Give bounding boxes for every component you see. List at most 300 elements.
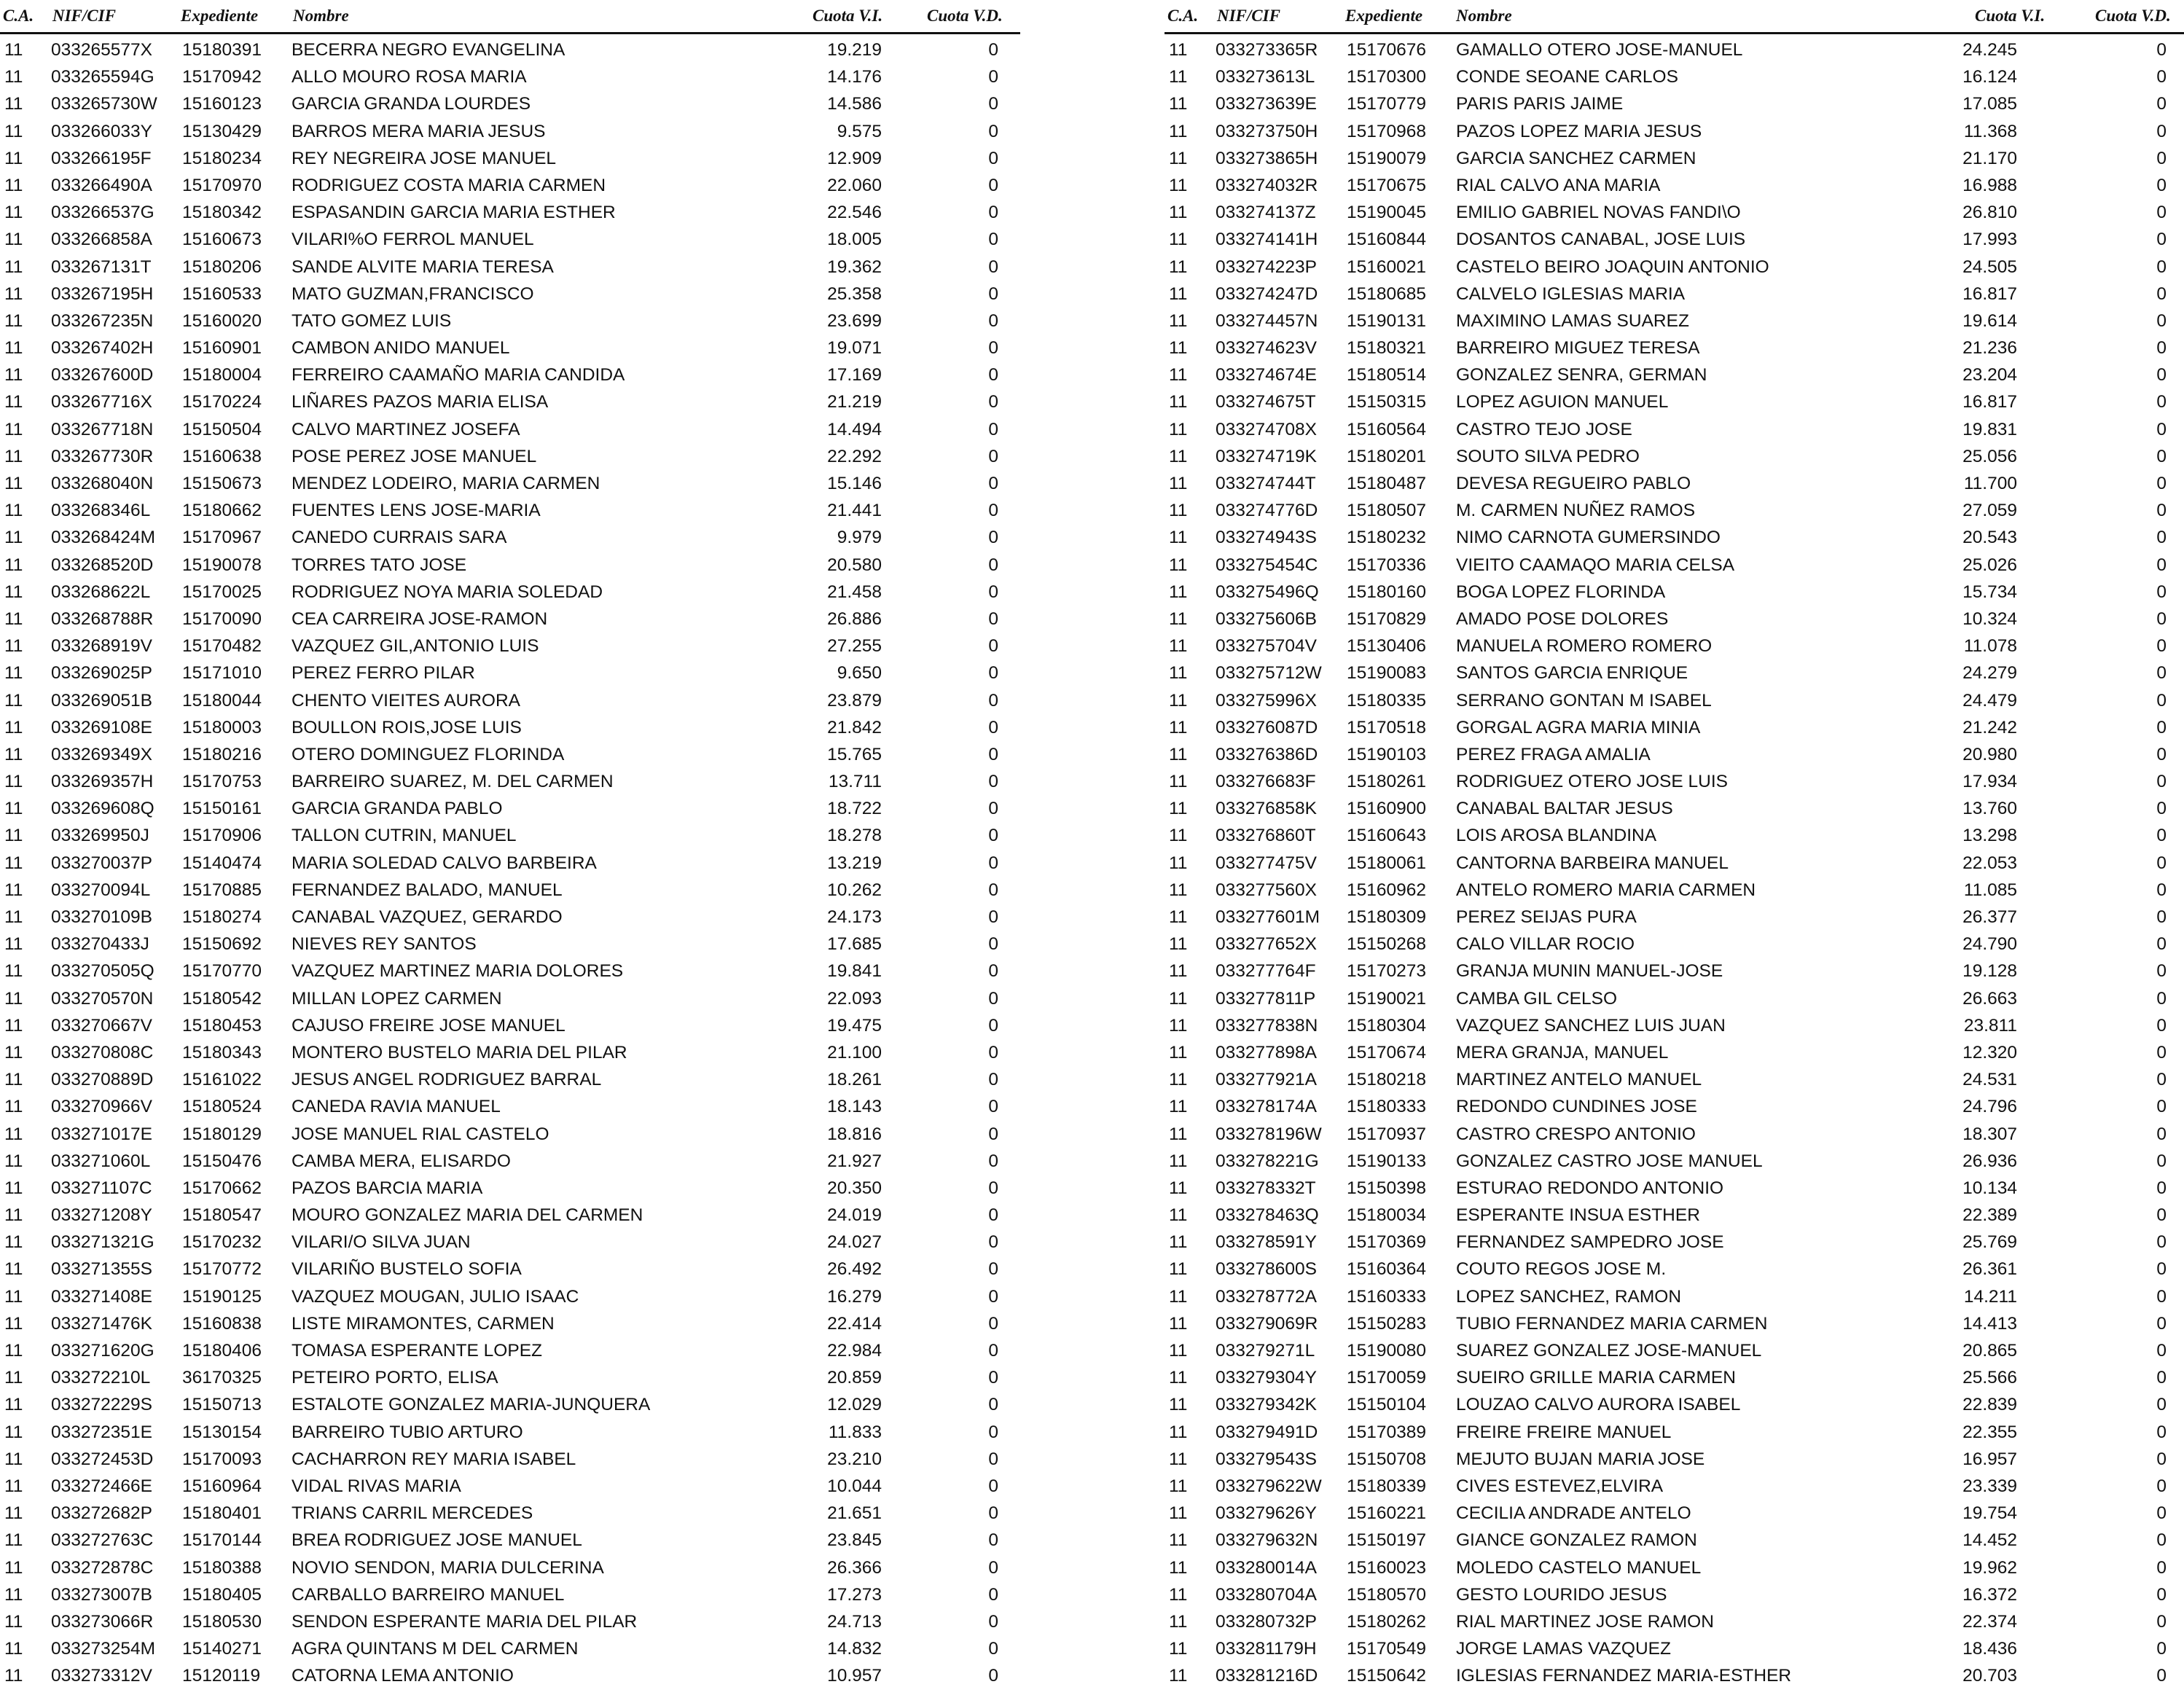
table-row bbox=[1165, 576, 2184, 603]
cell-nif: 033273613L bbox=[1216, 67, 1315, 87]
table-row bbox=[0, 386, 1020, 413]
cell-cuota-vi: 24.796 bbox=[1962, 1097, 2017, 1117]
cell-cuota-vi: 11.078 bbox=[1963, 636, 2017, 657]
cell-cuota-vi: 18.816 bbox=[827, 1124, 882, 1144]
cell-cuota-vd: 0 bbox=[2156, 1476, 2167, 1496]
cell-nombre: LISTE MIRAMONTES, CARMEN bbox=[291, 1313, 555, 1334]
cell-cuota-vi: 22.292 bbox=[827, 446, 882, 466]
cell-nombre: TRIANS CARRIL MERCEDES bbox=[291, 1503, 533, 1524]
cell-ca: 11 bbox=[1169, 1476, 1188, 1496]
cell-cuota-vd: 0 bbox=[988, 1503, 998, 1524]
cell-nif: 033279069R bbox=[1216, 1313, 1318, 1334]
cell-nif: 033277475V bbox=[1216, 853, 1317, 873]
cell-expediente: 15190021 bbox=[1347, 988, 1427, 1009]
cell-cuota-vd: 0 bbox=[988, 690, 998, 711]
cell-nombre: VAZQUEZ SANCHEZ LUIS JUAN bbox=[1456, 1015, 1726, 1036]
table-row bbox=[1165, 441, 2184, 468]
cell-cuota-vd: 0 bbox=[988, 826, 998, 846]
table-row bbox=[0, 1173, 1020, 1199]
cell-nif: 033270966V bbox=[51, 1097, 152, 1117]
cell-cuota-vd: 0 bbox=[2156, 257, 2167, 277]
cell-cuota-vd: 0 bbox=[988, 1151, 998, 1171]
cell-cuota-vd: 0 bbox=[2156, 1015, 2167, 1036]
cell-expediente: 15190078 bbox=[182, 555, 262, 575]
table-row bbox=[1165, 712, 2184, 739]
cell-nif: 033267402H bbox=[51, 338, 154, 359]
cell-expediente: 15160364 bbox=[1347, 1259, 1427, 1280]
cell-cuota-vi: 10.324 bbox=[1962, 608, 2017, 629]
cell-nombre: GESTO LOURIDO JESUS bbox=[1456, 1584, 1667, 1605]
table-row bbox=[1165, 1146, 2184, 1173]
cell-cuota-vi: 22.984 bbox=[827, 1341, 882, 1361]
cell-cuota-vd: 0 bbox=[2156, 1286, 2167, 1307]
cell-cuota-vi: 19.475 bbox=[827, 1015, 882, 1036]
cell-nombre: PARIS PARIS JAIME bbox=[1456, 94, 1624, 114]
cell-ca: 11 bbox=[1169, 1015, 1188, 1036]
cell-expediente: 15170674 bbox=[1347, 1042, 1427, 1062]
cell-expediente: 15180304 bbox=[1347, 1015, 1427, 1036]
table-row bbox=[0, 848, 1020, 874]
cell-expediente: 15130406 bbox=[1347, 636, 1427, 657]
cell-expediente: 15170336 bbox=[1347, 555, 1427, 575]
cell-cuota-vd: 0 bbox=[988, 1259, 998, 1280]
cell-nif: 033274719K bbox=[1216, 446, 1317, 466]
cell-cuota-vd: 0 bbox=[2156, 474, 2167, 493]
cell-cuota-vi: 24.479 bbox=[1962, 690, 2017, 711]
cell-expediente: 15180335 bbox=[1347, 690, 1427, 711]
table-row bbox=[0, 712, 1020, 739]
right-table-body bbox=[1165, 34, 2184, 1687]
cell-ca: 11 bbox=[1169, 934, 1188, 955]
cell-cuota-vi: 24.279 bbox=[1962, 663, 2017, 684]
cell-expediente: 15190103 bbox=[1347, 744, 1427, 764]
table-row bbox=[1165, 224, 2184, 251]
table-row bbox=[1165, 685, 2184, 712]
cell-nombre: MAXIMINO LAMAS SUAREZ bbox=[1456, 310, 1689, 331]
cell-cuota-vi: 13.219 bbox=[827, 853, 882, 873]
cell-nif: 033272763C bbox=[51, 1530, 154, 1551]
table-row bbox=[0, 603, 1020, 630]
cell-expediente: 15150161 bbox=[182, 799, 262, 819]
cell-cuota-vi: 16.124 bbox=[1962, 67, 2017, 87]
table-row bbox=[0, 1308, 1020, 1335]
cell-cuota-vd: 0 bbox=[988, 907, 998, 927]
cell-expediente: 15130429 bbox=[182, 121, 262, 141]
cell-nif: 033269025P bbox=[51, 663, 152, 684]
cell-cuota-vi: 17.273 bbox=[827, 1584, 882, 1605]
cell-nif: 033274137Z bbox=[1216, 203, 1316, 223]
cell-expediente: 15190131 bbox=[1347, 310, 1427, 331]
cell-nombre: CASTRO CRESPO ANTONIO bbox=[1456, 1124, 1696, 1144]
cell-nombre: CANEDO CURRAIS SARA bbox=[291, 528, 507, 548]
cell-nif: 033274457N bbox=[1216, 310, 1318, 331]
cell-cuota-vi: 24.531 bbox=[1962, 1070, 2017, 1090]
cell-cuota-vi: 18.278 bbox=[827, 826, 882, 846]
cell-cuota-vi: 24.505 bbox=[1962, 257, 2017, 277]
cell-nombre: RODRIGUEZ OTERO JOSE LUIS bbox=[1456, 772, 1728, 792]
cell-expediente: 15170829 bbox=[1347, 608, 1427, 629]
cell-expediente: 15150642 bbox=[1347, 1666, 1427, 1686]
right-table bbox=[1165, 0, 2184, 1686]
cell-cuota-vd: 0 bbox=[988, 528, 998, 548]
cell-nombre: MOURO GONZALEZ MARIA DEL CARMEN bbox=[291, 1205, 643, 1226]
cell-cuota-vi: 11.085 bbox=[1963, 880, 2017, 900]
cell-cuota-vd: 0 bbox=[2156, 690, 2167, 711]
cell-ca: 11 bbox=[1169, 1530, 1188, 1551]
cell-ca: 11 bbox=[1169, 203, 1188, 223]
cell-cuota-vd: 0 bbox=[2156, 636, 2167, 657]
cell-ca: 11 bbox=[1169, 230, 1188, 250]
cell-expediente: 15180034 bbox=[1347, 1205, 1427, 1226]
cell-nif: 033265730W bbox=[51, 94, 157, 114]
cell-expediente: 15170942 bbox=[182, 67, 262, 87]
cell-expediente: 15180003 bbox=[182, 717, 262, 737]
cell-expediente: 15180514 bbox=[1347, 365, 1427, 385]
table-row bbox=[0, 1119, 1020, 1146]
table-row bbox=[0, 116, 1020, 143]
cell-nombre: SUEIRO GRILLE MARIA CARMEN bbox=[1456, 1368, 1736, 1388]
cell-cuota-vi: 17.993 bbox=[1962, 230, 2017, 250]
cell-nif: 033276858K bbox=[1216, 799, 1317, 819]
cell-ca: 11 bbox=[4, 40, 23, 60]
cell-nif: 033273066R bbox=[51, 1611, 154, 1632]
cell-ca: 11 bbox=[1169, 744, 1188, 764]
cell-ca: 11 bbox=[4, 1503, 23, 1524]
cell-nombre: GONZALEZ CASTRO JOSE MANUEL bbox=[1456, 1151, 1763, 1171]
cell-cuota-vd: 0 bbox=[988, 310, 998, 331]
table-row bbox=[0, 170, 1020, 197]
cell-nombre: GAMALLO OTERO JOSE-MANUEL bbox=[1456, 40, 1743, 60]
cell-cuota-vi: 19.219 bbox=[827, 40, 882, 60]
cell-nif: 033280704A bbox=[1216, 1584, 1317, 1605]
cell-nombre: VIEITO CAAMAQO MARIA CELSA bbox=[1456, 555, 1735, 575]
table-row bbox=[0, 359, 1020, 386]
cell-ca: 11 bbox=[1169, 880, 1188, 900]
cell-nombre: CANABAL BALTAR JESUS bbox=[1456, 799, 1673, 819]
cell-cuota-vi: 16.279 bbox=[827, 1286, 882, 1307]
cell-ca: 11 bbox=[1169, 690, 1188, 711]
cell-nombre: CAJUSO FREIRE JOSE MANUEL bbox=[291, 1015, 565, 1036]
cell-cuota-vi: 22.060 bbox=[827, 175, 882, 195]
cell-nombre: SANDE ALVITE MARIA TERESA bbox=[291, 257, 554, 277]
cell-expediente: 15150268 bbox=[1347, 934, 1427, 955]
cell-nombre: LIÑARES PAZOS MARIA ELISA bbox=[291, 392, 549, 412]
cell-ca: 11 bbox=[4, 717, 23, 737]
cell-ca: 11 bbox=[4, 1259, 23, 1280]
cell-nif: 033276860T bbox=[1216, 826, 1316, 846]
table-row bbox=[1165, 1173, 2184, 1199]
cell-expediente: 15170970 bbox=[182, 175, 262, 195]
table-row bbox=[0, 1064, 1020, 1091]
cell-nif: 033278591Y bbox=[1216, 1232, 1317, 1253]
cell-ca: 11 bbox=[1169, 310, 1188, 331]
cell-cuota-vi: 19.128 bbox=[1962, 961, 2017, 982]
cell-expediente: 15180487 bbox=[1347, 474, 1427, 493]
table-row bbox=[1165, 1552, 2184, 1579]
cell-expediente: 15180391 bbox=[182, 40, 262, 60]
cell-cuota-vi: 20.865 bbox=[1962, 1341, 2017, 1361]
cell-expediente: 15180343 bbox=[182, 1042, 262, 1062]
cell-cuota-vd: 0 bbox=[2156, 528, 2167, 548]
cell-ca: 11 bbox=[4, 636, 23, 657]
cell-nif: 033276683F bbox=[1216, 772, 1316, 792]
cell-cuota-vi: 23.699 bbox=[827, 310, 882, 331]
cell-cuota-vd: 0 bbox=[2156, 1666, 2167, 1686]
cell-cuota-vi: 19.614 bbox=[1962, 310, 2017, 331]
table-row bbox=[0, 143, 1020, 170]
cell-cuota-vd: 0 bbox=[2156, 67, 2167, 87]
cell-cuota-vi: 26.663 bbox=[1962, 988, 2017, 1009]
cell-nif: 033267195H bbox=[51, 283, 154, 304]
cell-expediente: 15160901 bbox=[182, 338, 262, 359]
table-row bbox=[1165, 143, 2184, 170]
cell-cuota-vd: 0 bbox=[988, 1205, 998, 1226]
cell-expediente: 15150197 bbox=[1347, 1530, 1427, 1551]
cell-nif: 033278332T bbox=[1216, 1178, 1316, 1198]
cell-expediente: 15170224 bbox=[182, 392, 262, 412]
cell-cuota-vi: 18.307 bbox=[1962, 1124, 2017, 1144]
cell-nombre: CASTRO TEJO JOSE bbox=[1456, 419, 1632, 439]
cell-cuota-vi: 22.374 bbox=[1962, 1611, 2017, 1632]
cell-cuota-vd: 0 bbox=[988, 1124, 998, 1144]
table-row bbox=[0, 1199, 1020, 1226]
cell-ca: 11 bbox=[4, 338, 23, 359]
cell-cuota-vd: 0 bbox=[2156, 1259, 2167, 1280]
cell-cuota-vi: 20.580 bbox=[827, 555, 882, 575]
cell-cuota-vi: 21.219 bbox=[827, 392, 882, 412]
cell-expediente: 15150673 bbox=[182, 474, 262, 493]
cell-nombre: SOUTO SILVA PEDRO bbox=[1456, 446, 1640, 466]
cell-nif: 033266195F bbox=[51, 148, 152, 168]
cell-ca: 11 bbox=[1169, 907, 1188, 927]
cell-ca: 11 bbox=[1169, 1611, 1188, 1632]
cell-expediente: 15180218 bbox=[1347, 1070, 1427, 1090]
cell-cuota-vi: 15.734 bbox=[1962, 582, 2017, 602]
cell-ca: 11 bbox=[4, 148, 23, 168]
cell-ca: 11 bbox=[1169, 446, 1188, 466]
cell-cuota-vi: 14.452 bbox=[1962, 1530, 2017, 1551]
cell-nif: 033278174A bbox=[1216, 1097, 1317, 1117]
table-row bbox=[0, 305, 1020, 332]
cell-cuota-vi: 18.261 bbox=[827, 1070, 882, 1090]
cell-nif: 033277898A bbox=[1216, 1042, 1317, 1062]
cell-cuota-vi: 25.358 bbox=[827, 283, 882, 304]
table-row bbox=[1165, 1660, 2184, 1687]
cell-cuota-vd: 0 bbox=[2156, 283, 2167, 304]
cell-nombre: SUAREZ GONZALEZ JOSE-MANUEL bbox=[1456, 1341, 1762, 1361]
cell-expediente: 15170059 bbox=[1347, 1368, 1427, 1388]
cell-nif: 033277811P bbox=[1216, 988, 1316, 1009]
cell-cuota-vd: 0 bbox=[2156, 230, 2167, 250]
cell-cuota-vd: 0 bbox=[2156, 608, 2167, 629]
cell-cuota-vi: 21.236 bbox=[1962, 338, 2017, 359]
cell-ca: 11 bbox=[4, 1070, 23, 1090]
header-nombre: Nombre bbox=[1456, 7, 1512, 25]
cell-nombre: POSE PEREZ JOSE MANUEL bbox=[291, 446, 537, 466]
cell-cuota-vd: 0 bbox=[2156, 1070, 2167, 1090]
cell-cuota-vd: 0 bbox=[988, 744, 998, 764]
cell-cuota-vi: 18.005 bbox=[827, 230, 882, 250]
cell-cuota-vd: 0 bbox=[988, 1015, 998, 1036]
cell-cuota-vd: 0 bbox=[988, 717, 998, 737]
cell-expediente: 15180406 bbox=[182, 1341, 262, 1361]
cell-ca: 11 bbox=[4, 67, 23, 87]
cell-expediente: 15170885 bbox=[182, 880, 262, 900]
cell-cuota-vd: 0 bbox=[2156, 772, 2167, 792]
cell-nif: 033268919V bbox=[51, 636, 152, 657]
cell-cuota-vi: 20.980 bbox=[1962, 744, 2017, 764]
cell-ca: 11 bbox=[4, 555, 23, 575]
cell-cuota-vd: 0 bbox=[2156, 717, 2167, 737]
cell-ca: 11 bbox=[4, 1286, 23, 1307]
cell-cuota-vd: 0 bbox=[2156, 1042, 2167, 1062]
cell-ca: 11 bbox=[4, 1611, 23, 1632]
table-row bbox=[1165, 1199, 2184, 1226]
cell-nombre: BOULLON ROIS,JOSE LUIS bbox=[291, 717, 522, 737]
cell-nif: 033274776D bbox=[1216, 501, 1318, 521]
cell-nif: 033271321G bbox=[51, 1232, 154, 1253]
cell-cuota-vi: 19.071 bbox=[827, 338, 882, 359]
cell-cuota-vi: 24.790 bbox=[1962, 934, 2017, 955]
cell-cuota-vi: 22.053 bbox=[1962, 853, 2017, 873]
cell-cuota-vd: 0 bbox=[988, 1639, 998, 1659]
table-row bbox=[0, 1091, 1020, 1118]
cell-nombre: MATO GUZMAN,FRANCISCO bbox=[291, 283, 534, 304]
cell-cuota-vd: 0 bbox=[988, 230, 998, 250]
cell-cuota-vi: 23.811 bbox=[1963, 1015, 2017, 1036]
cell-cuota-vd: 0 bbox=[2156, 1313, 2167, 1334]
table-row bbox=[0, 495, 1020, 522]
table-row bbox=[0, 1037, 1020, 1064]
cell-cuota-vd: 0 bbox=[2156, 934, 2167, 955]
cell-expediente: 15150315 bbox=[1347, 392, 1427, 412]
cell-ca: 11 bbox=[4, 392, 23, 412]
table-row bbox=[1165, 1389, 2184, 1416]
cell-cuota-vi: 23.210 bbox=[827, 1449, 882, 1469]
cell-nombre: DOSANTOS CANABAL, JOSE LUIS bbox=[1456, 230, 1746, 250]
table-row bbox=[0, 576, 1020, 603]
header-nif: NIF/CIF bbox=[1217, 7, 1280, 25]
table-row bbox=[1165, 251, 2184, 278]
cell-nif: 033265577X bbox=[51, 40, 152, 60]
table-row bbox=[1165, 1119, 2184, 1146]
cell-cuota-vi: 10.134 bbox=[1962, 1178, 2017, 1198]
cell-ca: 11 bbox=[4, 1449, 23, 1469]
cell-nombre: ANTELO ROMERO MARIA CARMEN bbox=[1456, 880, 1756, 900]
cell-nif: 033268520D bbox=[51, 555, 154, 575]
table-row bbox=[0, 549, 1020, 576]
cell-nombre: BREA RODRIGUEZ JOSE MANUEL bbox=[291, 1530, 582, 1551]
cell-nombre: RODRIGUEZ NOYA MARIA SOLEDAD bbox=[291, 582, 603, 602]
cell-cuota-vd: 0 bbox=[988, 148, 998, 168]
cell-cuota-vi: 14.494 bbox=[827, 419, 882, 439]
cell-cuota-vi: 26.936 bbox=[1962, 1151, 2017, 1171]
cell-expediente: 15180453 bbox=[182, 1015, 262, 1036]
cell-cuota-vd: 0 bbox=[988, 283, 998, 304]
cell-cuota-vd: 0 bbox=[988, 121, 998, 141]
cell-nombre: PEREZ FRAGA AMALIA bbox=[1456, 744, 1651, 764]
cell-ca: 11 bbox=[1169, 1259, 1188, 1280]
cell-nombre: MOLEDO CASTELO MANUEL bbox=[1456, 1557, 1702, 1578]
table-row bbox=[0, 901, 1020, 928]
cell-cuota-vd: 0 bbox=[2156, 1178, 2167, 1198]
cell-nombre: VIDAL RIVAS MARIA bbox=[291, 1476, 461, 1496]
cell-cuota-vd: 0 bbox=[988, 1611, 998, 1632]
cell-cuota-vd: 0 bbox=[2156, 40, 2167, 60]
cell-nombre: CANTORNA BARBEIRA MANUEL bbox=[1456, 853, 1729, 873]
table-row bbox=[0, 766, 1020, 793]
table-row bbox=[1165, 1362, 2184, 1389]
cell-ca: 11 bbox=[1169, 961, 1188, 982]
cell-expediente: 15160533 bbox=[182, 283, 262, 304]
cell-cuota-vi: 13.711 bbox=[828, 772, 882, 792]
cell-nif: 033269349X bbox=[51, 744, 152, 764]
cell-cuota-vd: 0 bbox=[988, 582, 998, 602]
cell-nombre: MARTINEZ ANTELO MANUEL bbox=[1456, 1070, 1702, 1090]
cell-nombre: PEREZ SEIJAS PURA bbox=[1456, 907, 1637, 927]
cell-expediente: 15180507 bbox=[1347, 501, 1427, 521]
cell-ca: 11 bbox=[1169, 1449, 1188, 1469]
cell-ca: 11 bbox=[1169, 501, 1188, 521]
cell-expediente: 15180201 bbox=[1347, 446, 1427, 466]
cell-ca: 11 bbox=[4, 1124, 23, 1144]
table-row bbox=[1165, 1606, 2184, 1633]
cell-ca: 11 bbox=[1169, 1395, 1188, 1415]
cell-nombre: MANUELA ROMERO ROMERO bbox=[1456, 636, 1713, 657]
cell-nif: 033268040N bbox=[51, 474, 154, 493]
cell-nombre: TALLON CUTRIN, MANUEL bbox=[291, 826, 517, 846]
cell-nombre: LOUZAO CALVO AURORA ISABEL bbox=[1456, 1395, 1741, 1415]
table-row bbox=[0, 1524, 1020, 1551]
cell-ca: 11 bbox=[1169, 772, 1188, 792]
cell-nif: 033275454C bbox=[1216, 555, 1318, 575]
cell-nif: 033270505Q bbox=[51, 961, 154, 982]
cell-nif: 033279626Y bbox=[1216, 1503, 1317, 1524]
cell-ca: 11 bbox=[4, 310, 23, 331]
table-row bbox=[1165, 61, 2184, 88]
table-row bbox=[0, 1417, 1020, 1444]
cell-expediente: 15160838 bbox=[182, 1313, 262, 1334]
cell-ca: 11 bbox=[1169, 1286, 1188, 1307]
cell-cuota-vd: 0 bbox=[2156, 1557, 2167, 1578]
cell-expediente: 15150708 bbox=[1347, 1449, 1427, 1469]
table-row bbox=[1165, 848, 2184, 874]
cell-expediente: 15130154 bbox=[182, 1422, 262, 1442]
cell-expediente: 15150692 bbox=[182, 934, 262, 955]
cell-nombre: BARREIRO MIGUEZ TERESA bbox=[1456, 338, 1700, 359]
cell-ca: 11 bbox=[4, 744, 23, 764]
cell-ca: 11 bbox=[1169, 1666, 1188, 1686]
cell-nombre: CONDE SEOANE CARLOS bbox=[1456, 67, 1678, 87]
cell-cuota-vd: 0 bbox=[988, 663, 998, 684]
cell-ca: 11 bbox=[4, 608, 23, 629]
cell-expediente: 15180333 bbox=[1347, 1097, 1427, 1117]
cell-nif: 033272453D bbox=[51, 1449, 154, 1469]
table-row bbox=[0, 1010, 1020, 1037]
cell-nif: 033275712W bbox=[1216, 663, 1322, 684]
table-row bbox=[1165, 468, 2184, 495]
cell-ca: 11 bbox=[4, 528, 23, 548]
cell-nif: 033277764F bbox=[1216, 961, 1316, 982]
cell-cuota-vd: 0 bbox=[2156, 365, 2167, 385]
table-row bbox=[0, 1633, 1020, 1660]
cell-cuota-vi: 16.372 bbox=[1962, 1584, 2017, 1605]
cell-ca: 11 bbox=[1169, 283, 1188, 304]
cell-nombre: BECERRA NEGRO EVANGELINA bbox=[291, 40, 565, 60]
cell-cuota-vi: 21.458 bbox=[827, 582, 882, 602]
cell-ca: 11 bbox=[4, 501, 23, 521]
table-row bbox=[1165, 1471, 2184, 1498]
